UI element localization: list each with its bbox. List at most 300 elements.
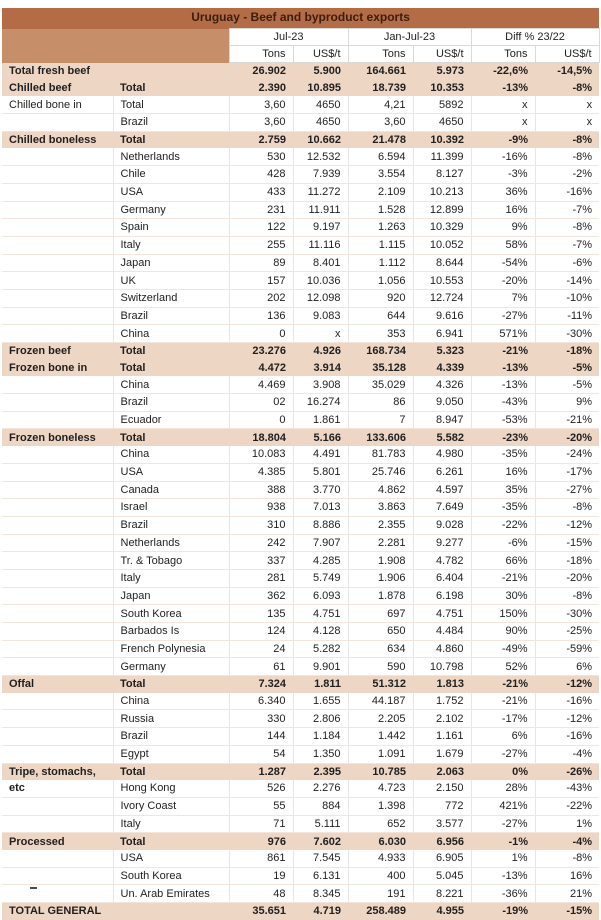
value-cell: 4.926	[293, 343, 348, 360]
item-cell: Ecuador	[113, 411, 229, 429]
item-cell: Total	[113, 676, 229, 693]
table-row	[2, 289, 599, 307]
item-cell: Total	[113, 80, 229, 97]
value-cell: -12%	[535, 710, 599, 728]
value-cell: -8%	[535, 499, 599, 517]
item-cell: Total	[113, 343, 229, 360]
value-cell: -16%	[535, 693, 599, 710]
value-cell: 71	[229, 815, 293, 833]
value-cell: 9.028	[413, 516, 471, 534]
value-cell: 6.198	[413, 587, 471, 605]
value-cell: 9%	[471, 219, 535, 237]
value-cell: 1.861	[293, 411, 348, 429]
table-row	[2, 394, 599, 412]
value-cell: 5.166	[293, 429, 348, 446]
value-cell: -27%	[471, 745, 535, 763]
table-row	[2, 80, 599, 97]
item-cell: Total	[113, 96, 229, 113]
table-row	[2, 569, 599, 587]
value-cell: 231	[229, 201, 293, 219]
value-cell: 35%	[471, 481, 535, 499]
value-cell: 52%	[471, 658, 535, 676]
value-cell: 150%	[471, 605, 535, 623]
value-cell: -30%	[535, 325, 599, 343]
value-cell: 7.013	[293, 499, 348, 517]
table-row	[2, 552, 599, 570]
item-cell: Russia	[113, 710, 229, 728]
value-cell: 12.899	[413, 201, 471, 219]
value-cell: 861	[229, 850, 293, 867]
value-cell: 86	[348, 394, 413, 412]
category-cell	[2, 236, 113, 254]
period-header-jul23: Jul-23	[229, 29, 348, 46]
value-cell: -35%	[471, 499, 535, 517]
table-body	[2, 63, 599, 920]
value-cell: 9.901	[293, 658, 348, 676]
value-cell: 1%	[471, 850, 535, 867]
value-cell: x	[471, 114, 535, 132]
table-row	[2, 63, 599, 80]
subcol-header-usdt-1: US$/t	[293, 46, 348, 63]
value-cell: -22,6%	[471, 63, 535, 80]
table-row	[2, 148, 599, 165]
item-cell: Canada	[113, 481, 229, 499]
value-cell: 124	[229, 623, 293, 641]
value-cell: 3.554	[348, 166, 413, 184]
value-cell: 58%	[471, 236, 535, 254]
table-row	[2, 96, 599, 113]
value-cell: 5.900	[293, 63, 348, 80]
value-cell: x	[293, 325, 348, 343]
value-cell: -14%	[535, 272, 599, 290]
item-cell: USA	[113, 183, 229, 201]
category-cell	[2, 850, 113, 867]
value-cell: 242	[229, 534, 293, 552]
table-row	[2, 867, 599, 885]
table-row	[2, 411, 599, 429]
item-cell: USA	[113, 463, 229, 481]
value-cell: 0	[229, 411, 293, 429]
value-cell: -43%	[535, 780, 599, 797]
value-cell: 5.111	[293, 815, 348, 833]
category-cell	[2, 516, 113, 534]
value-cell: -4%	[535, 833, 599, 850]
category-cell	[2, 376, 113, 393]
table-row	[2, 763, 599, 780]
value-cell: 2.063	[413, 763, 471, 780]
value-cell: 1.442	[348, 728, 413, 746]
value-cell: -16%	[535, 183, 599, 201]
value-cell: 4.385	[229, 463, 293, 481]
value-cell: 10.083	[229, 446, 293, 463]
value-cell: 4,21	[348, 96, 413, 113]
category-cell	[2, 658, 113, 676]
value-cell: 6.131	[293, 867, 348, 885]
value-cell: 8.886	[293, 516, 348, 534]
value-cell: 90%	[471, 623, 535, 641]
item-cell: Brazil	[113, 516, 229, 534]
value-cell: 6.261	[413, 463, 471, 481]
category-cell: Tripe, stomachs,	[2, 763, 113, 780]
item-cell: Egypt	[113, 745, 229, 763]
item-cell: China	[113, 446, 229, 463]
value-cell: 2.355	[348, 516, 413, 534]
category-cell	[2, 148, 113, 165]
category-cell	[2, 867, 113, 885]
value-cell: -26%	[535, 763, 599, 780]
table-row	[2, 516, 599, 534]
item-cell: Total	[113, 131, 229, 148]
table-row	[2, 499, 599, 517]
value-cell: 4.723	[348, 780, 413, 797]
value-cell: -8%	[535, 148, 599, 165]
value-cell: 164.661	[348, 63, 413, 80]
value-cell: 8.221	[413, 885, 471, 903]
value-cell: 1.350	[293, 745, 348, 763]
value-cell: -8%	[535, 587, 599, 605]
value-cell: -21%	[471, 676, 535, 693]
table-title-row	[2, 8, 599, 29]
value-cell: -25%	[535, 623, 599, 641]
value-cell: 6%	[471, 728, 535, 746]
value-cell: 1.655	[293, 693, 348, 710]
category-cell	[2, 183, 113, 201]
category-cell	[2, 745, 113, 763]
item-cell: Germany	[113, 201, 229, 219]
value-cell: -27%	[471, 307, 535, 325]
header-left-block	[2, 29, 229, 63]
category-cell: Frozen bone in	[2, 360, 113, 377]
value-cell: 433	[229, 183, 293, 201]
category-cell	[2, 797, 113, 815]
item-cell: Total	[113, 763, 229, 780]
value-cell: -6%	[535, 254, 599, 272]
value-cell: 51.312	[348, 676, 413, 693]
table-row	[2, 429, 599, 446]
item-cell: China	[113, 693, 229, 710]
value-cell: -11%	[535, 307, 599, 325]
item-cell: French Polynesia	[113, 640, 229, 658]
value-cell: 428	[229, 166, 293, 184]
value-cell: 526	[229, 780, 293, 797]
table-row	[2, 710, 599, 728]
value-cell: 4.339	[413, 360, 471, 377]
table-row	[2, 693, 599, 710]
value-cell: 8.644	[413, 254, 471, 272]
table-row	[2, 446, 599, 463]
value-cell: 5.282	[293, 640, 348, 658]
item-cell: Brazil	[113, 307, 229, 325]
value-cell: 6.594	[348, 148, 413, 165]
category-cell: Frozen boneless	[2, 429, 113, 446]
category-cell	[2, 325, 113, 343]
category-cell: TOTAL GENERAL	[2, 903, 113, 920]
value-cell: 4.862	[348, 481, 413, 499]
value-cell: -18%	[535, 343, 599, 360]
value-cell: 634	[348, 640, 413, 658]
diff-percent-header: Diff % 23/22	[471, 29, 599, 46]
category-cell	[2, 166, 113, 184]
value-cell: 8.127	[413, 166, 471, 184]
item-cell: Israel	[113, 499, 229, 517]
value-cell: 4.472	[229, 360, 293, 377]
table-row	[2, 676, 599, 693]
table-row	[2, 254, 599, 272]
category-cell	[2, 201, 113, 219]
value-cell: 4.597	[413, 481, 471, 499]
value-cell: x	[535, 96, 599, 113]
value-cell: 7.545	[293, 850, 348, 867]
value-cell: 19	[229, 867, 293, 885]
value-cell: -43%	[471, 394, 535, 412]
table-row	[2, 201, 599, 219]
period-header-row	[2, 29, 599, 46]
value-cell: 362	[229, 587, 293, 605]
value-cell: 330	[229, 710, 293, 728]
value-cell: x	[535, 114, 599, 132]
value-cell: 48	[229, 885, 293, 903]
value-cell: 16%	[471, 201, 535, 219]
value-cell: 7.649	[413, 499, 471, 517]
item-cell	[113, 63, 229, 80]
value-cell: 8.401	[293, 254, 348, 272]
value-cell: 25.746	[348, 463, 413, 481]
item-cell: Hong Kong	[113, 780, 229, 797]
value-cell: -13%	[471, 867, 535, 885]
subcol-header-tons-1: Tons	[229, 46, 293, 63]
value-cell: 4.980	[413, 446, 471, 463]
value-cell: -14,5%	[535, 63, 599, 80]
value-cell: 26.902	[229, 63, 293, 80]
value-cell: -17%	[535, 463, 599, 481]
category-cell	[2, 394, 113, 412]
value-cell: 2.150	[413, 780, 471, 797]
value-cell: -30%	[535, 605, 599, 623]
category-cell	[2, 534, 113, 552]
value-cell: 18.804	[229, 429, 293, 446]
table-row	[2, 745, 599, 763]
value-cell: 4650	[413, 114, 471, 132]
value-cell: -21%	[471, 693, 535, 710]
value-cell: 11.911	[293, 201, 348, 219]
value-cell: 1.184	[293, 728, 348, 746]
table-row	[2, 236, 599, 254]
table-row	[2, 325, 599, 343]
value-cell: 135	[229, 605, 293, 623]
table-row	[2, 797, 599, 815]
value-cell: 18.739	[348, 80, 413, 97]
category-cell	[2, 605, 113, 623]
item-cell: Italy	[113, 236, 229, 254]
value-cell: 4.955	[413, 903, 471, 920]
table-row	[2, 640, 599, 658]
category-cell	[2, 219, 113, 237]
value-cell: 122	[229, 219, 293, 237]
value-cell: -36%	[471, 885, 535, 903]
value-cell: 1.287	[229, 763, 293, 780]
value-cell: 36%	[471, 183, 535, 201]
value-cell: 35.128	[348, 360, 413, 377]
value-cell: 157	[229, 272, 293, 290]
value-cell: 133.606	[348, 429, 413, 446]
table-row	[2, 780, 599, 797]
value-cell: -16%	[535, 728, 599, 746]
value-cell: 353	[348, 325, 413, 343]
value-cell: 0	[229, 325, 293, 343]
value-cell: 6.340	[229, 693, 293, 710]
value-cell: 44.187	[348, 693, 413, 710]
category-cell	[2, 307, 113, 325]
item-cell: Brazil	[113, 114, 229, 132]
value-cell: 1.813	[413, 676, 471, 693]
item-cell: Netherlands	[113, 534, 229, 552]
value-cell: 388	[229, 481, 293, 499]
category-cell	[2, 728, 113, 746]
value-cell: -2%	[535, 166, 599, 184]
item-cell: Japan	[113, 587, 229, 605]
value-cell: 9.050	[413, 394, 471, 412]
table-title: Uruguay - Beef and byproduct exports	[2, 8, 599, 29]
value-cell: 4.128	[293, 623, 348, 641]
value-cell: -20%	[535, 429, 599, 446]
value-cell: -53%	[471, 411, 535, 429]
value-cell: -27%	[471, 815, 535, 833]
value-cell: 3,60	[348, 114, 413, 132]
value-cell: 2.205	[348, 710, 413, 728]
item-cell: Total	[113, 429, 229, 446]
value-cell: 1.908	[348, 552, 413, 570]
table-row	[2, 376, 599, 393]
value-cell: 12.098	[293, 289, 348, 307]
value-cell: 35.029	[348, 376, 413, 393]
table-row	[2, 815, 599, 833]
value-cell: 4650	[293, 114, 348, 132]
value-cell: 650	[348, 623, 413, 641]
value-cell: 12.724	[413, 289, 471, 307]
value-cell: 2.109	[348, 183, 413, 201]
value-cell: -8%	[535, 850, 599, 867]
item-cell: Brazil	[113, 728, 229, 746]
value-cell: -22%	[471, 516, 535, 534]
value-cell: 5.973	[413, 63, 471, 80]
item-cell: UK	[113, 272, 229, 290]
value-cell: -7%	[535, 201, 599, 219]
item-cell: Italy	[113, 569, 229, 587]
category-cell	[2, 289, 113, 307]
value-cell: -22%	[535, 797, 599, 815]
value-cell: 2.806	[293, 710, 348, 728]
category-cell: Chilled boneless	[2, 131, 113, 148]
category-cell	[2, 114, 113, 132]
value-cell: 10.353	[413, 80, 471, 97]
table-row	[2, 850, 599, 867]
item-cell: Italy	[113, 815, 229, 833]
value-cell: 8.345	[293, 885, 348, 903]
value-cell: -8%	[535, 131, 599, 148]
item-cell	[113, 903, 229, 920]
value-cell: 4.719	[293, 903, 348, 920]
value-cell: 10.213	[413, 183, 471, 201]
table-row	[2, 885, 599, 903]
table-row	[2, 728, 599, 746]
item-cell: Germany	[113, 658, 229, 676]
value-cell: 9.083	[293, 307, 348, 325]
table-row	[2, 114, 599, 132]
category-cell	[2, 885, 113, 903]
value-cell: -9%	[471, 131, 535, 148]
value-cell: 23.276	[229, 343, 293, 360]
value-cell: -20%	[471, 272, 535, 290]
item-cell: Un. Arab Emirates	[113, 885, 229, 903]
value-cell: 2.102	[413, 710, 471, 728]
value-cell: -13%	[471, 376, 535, 393]
value-cell: 4.751	[413, 605, 471, 623]
value-cell: -12%	[535, 516, 599, 534]
item-cell: China	[113, 325, 229, 343]
table-row	[2, 343, 599, 360]
table-row	[2, 587, 599, 605]
value-cell: 6.956	[413, 833, 471, 850]
table-row	[2, 623, 599, 641]
subcol-header-tons-2: Tons	[348, 46, 413, 63]
category-cell	[2, 693, 113, 710]
category-cell	[2, 587, 113, 605]
value-cell: 938	[229, 499, 293, 517]
value-cell: -15%	[535, 903, 599, 920]
value-cell: 5.749	[293, 569, 348, 587]
value-cell: 12.532	[293, 148, 348, 165]
value-cell: 400	[348, 867, 413, 885]
value-cell: -27%	[535, 481, 599, 499]
category-cell: Chilled bone in	[2, 96, 113, 113]
value-cell: 590	[348, 658, 413, 676]
value-cell: 5.582	[413, 429, 471, 446]
value-cell: -35%	[471, 446, 535, 463]
value-cell: 61	[229, 658, 293, 676]
value-cell: -21%	[535, 411, 599, 429]
value-cell: 4.751	[293, 605, 348, 623]
value-cell: 4.326	[413, 376, 471, 393]
value-cell: 11.116	[293, 236, 348, 254]
value-cell: 2.276	[293, 780, 348, 797]
value-cell: -15%	[535, 534, 599, 552]
value-cell: -10%	[535, 289, 599, 307]
category-cell: Chilled beef	[2, 80, 113, 97]
value-cell: 1.056	[348, 272, 413, 290]
value-cell: 136	[229, 307, 293, 325]
category-cell	[2, 499, 113, 517]
cropped-character-artifact	[30, 887, 37, 889]
value-cell: 10.052	[413, 236, 471, 254]
value-cell: 5.045	[413, 867, 471, 885]
value-cell: 10.895	[293, 80, 348, 97]
value-cell: 11.399	[413, 148, 471, 165]
value-cell: 3.577	[413, 815, 471, 833]
value-cell: 281	[229, 569, 293, 587]
category-cell	[2, 552, 113, 570]
value-cell: 4.933	[348, 850, 413, 867]
value-cell: 697	[348, 605, 413, 623]
item-cell: Tr. & Tobago	[113, 552, 229, 570]
item-cell: Netherlands	[113, 148, 229, 165]
item-cell: Chile	[113, 166, 229, 184]
value-cell: 144	[229, 728, 293, 746]
table-row	[2, 360, 599, 377]
item-cell: South Korea	[113, 867, 229, 885]
value-cell: 644	[348, 307, 413, 325]
category-cell	[2, 254, 113, 272]
value-cell: 1%	[535, 815, 599, 833]
